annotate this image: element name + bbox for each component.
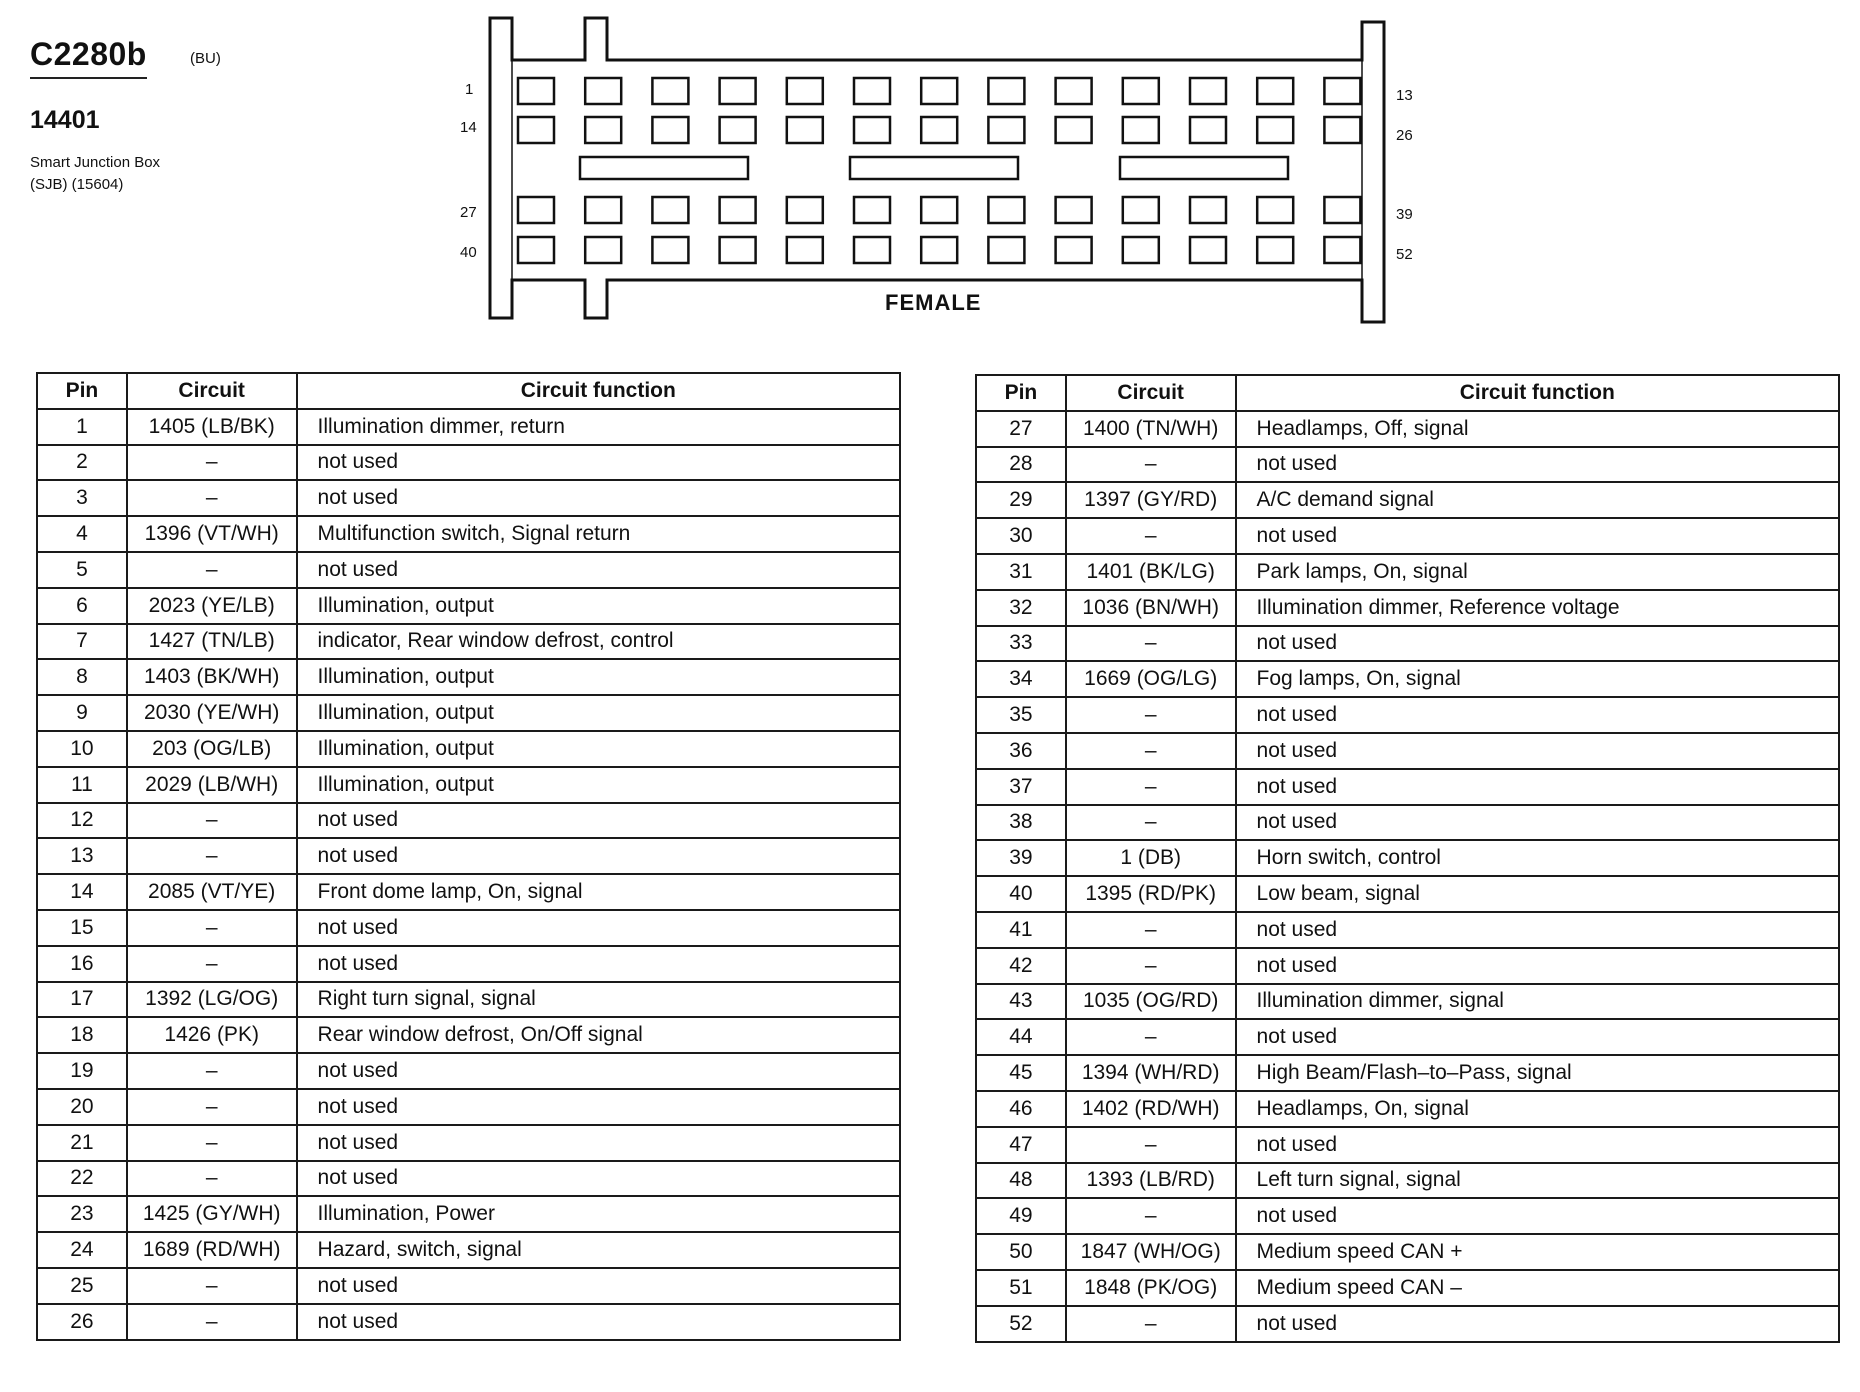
table-row <box>37 624 900 660</box>
table-row <box>976 1019 1839 1055</box>
pin-cavity <box>518 78 554 104</box>
pin-cell: 10 <box>37 731 127 767</box>
circuit-cell: 1427 (TN/LB) <box>127 624 297 660</box>
function-cell: not used <box>1236 626 1839 662</box>
circuit-cell: – <box>1066 1306 1236 1342</box>
circuit-cell: 1425 (GY/WH) <box>127 1196 297 1232</box>
pin-label-27: 27 <box>460 204 477 221</box>
table-row <box>976 1091 1839 1127</box>
header-pin: Pin <box>976 375 1066 411</box>
table-row <box>37 552 900 588</box>
description-line-1: Smart Junction Box <box>30 154 161 171</box>
pin-cavity <box>720 237 756 263</box>
pin-cell: 18 <box>37 1017 127 1053</box>
pin-cavity <box>1257 197 1293 223</box>
pin-cell: 7 <box>37 624 127 660</box>
pin-cell: 49 <box>976 1198 1066 1234</box>
pin-cell: 41 <box>976 912 1066 948</box>
pin-cell: 47 <box>976 1127 1066 1163</box>
circuit-cell: – <box>127 480 297 516</box>
table-row <box>976 1270 1839 1306</box>
table-row <box>976 1306 1839 1342</box>
table-row <box>37 480 900 516</box>
pin-cavity <box>1257 117 1293 143</box>
circuit-cell: – <box>1066 1127 1236 1163</box>
function-cell: Headlamps, On, signal <box>1236 1091 1839 1127</box>
function-cell: Illumination dimmer, signal <box>1236 984 1839 1020</box>
pin-cavity <box>518 117 554 143</box>
table-row <box>976 948 1839 984</box>
table-row <box>37 659 900 695</box>
pin-cavity <box>652 78 688 104</box>
pin-cell: 16 <box>37 946 127 982</box>
table-row <box>976 840 1839 876</box>
circuit-cell: – <box>1066 1019 1236 1055</box>
pin-label-1: 1 <box>465 81 474 98</box>
function-cell: Illumination, output <box>297 695 900 731</box>
header-pin: Pin <box>37 373 127 409</box>
pin-cell: 11 <box>37 767 127 803</box>
circuit-cell: – <box>1066 912 1236 948</box>
function-cell: Illumination dimmer, Reference voltage <box>1236 590 1839 626</box>
pin-cavity <box>652 197 688 223</box>
table-row <box>37 1053 900 1089</box>
table-row <box>37 1268 900 1304</box>
pin-cavity <box>1324 78 1360 104</box>
function-cell: Fog lamps, On, signal <box>1236 661 1839 697</box>
circuit-cell: 1036 (BN/WH) <box>1066 590 1236 626</box>
circuit-cell: – <box>127 1304 297 1340</box>
table-row <box>976 805 1839 841</box>
part-number: 14401 <box>30 106 100 134</box>
function-cell: Hazard, switch, signal <box>297 1232 900 1268</box>
table-row <box>976 447 1839 483</box>
circuit-cell: – <box>1066 697 1236 733</box>
table-row <box>37 946 900 982</box>
function-cell: Illumination, output <box>297 767 900 803</box>
pin-cavity <box>652 237 688 263</box>
table-row <box>976 1055 1839 1091</box>
function-cell: not used <box>1236 1127 1839 1163</box>
function-cell: not used <box>297 1089 900 1125</box>
pin-label-26: 26 <box>1396 127 1413 144</box>
pin-cell: 21 <box>37 1125 127 1161</box>
pinout-table-right <box>975 374 1840 1343</box>
pin-cell: 40 <box>976 876 1066 912</box>
circuit-cell: – <box>1066 769 1236 805</box>
circuit-cell: 1669 (OG/LG) <box>1066 661 1236 697</box>
function-cell: Illumination, output <box>297 588 900 624</box>
pin-cavity <box>988 197 1024 223</box>
table-row <box>976 1234 1839 1270</box>
pin-cavity <box>854 237 890 263</box>
pin-cavity <box>1324 237 1360 263</box>
function-cell: Medium speed CAN + <box>1236 1234 1839 1270</box>
pin-cavity <box>720 117 756 143</box>
function-cell: Illumination, output <box>297 659 900 695</box>
pin-cell: 37 <box>976 769 1066 805</box>
function-cell: not used <box>297 1304 900 1340</box>
function-cell: not used <box>297 910 900 946</box>
pin-cell: 42 <box>976 948 1066 984</box>
table-header-row <box>37 373 900 409</box>
pin-cavity <box>988 78 1024 104</box>
pin-cell: 9 <box>37 695 127 731</box>
pin-cavity <box>1123 197 1159 223</box>
pin-cavity <box>518 237 554 263</box>
function-cell: Left turn signal, signal <box>1236 1163 1839 1199</box>
table-row <box>37 803 900 839</box>
pin-cell: 29 <box>976 482 1066 518</box>
function-cell: Headlamps, Off, signal <box>1236 411 1839 447</box>
pin-cell: 12 <box>37 803 127 839</box>
pin-cell: 3 <box>37 480 127 516</box>
function-cell: Illumination dimmer, return <box>297 409 900 445</box>
function-cell: indicator, Rear window defrost, control <box>297 624 900 660</box>
circuit-cell: 1426 (PK) <box>127 1017 297 1053</box>
pin-cavity <box>1257 237 1293 263</box>
pin-cavity <box>1190 237 1226 263</box>
pin-label-39: 39 <box>1396 206 1413 223</box>
pin-cavity <box>1123 117 1159 143</box>
circuit-cell: 2029 (LB/WH) <box>127 767 297 803</box>
function-cell: not used <box>297 1161 900 1197</box>
pin-cavity <box>854 117 890 143</box>
table-row <box>37 874 900 910</box>
pin-cell: 23 <box>37 1196 127 1232</box>
pin-cell: 52 <box>976 1306 1066 1342</box>
description-line-2: (SJB) (15604) <box>30 176 124 193</box>
circuit-cell: – <box>127 1089 297 1125</box>
function-cell: Low beam, signal <box>1236 876 1839 912</box>
function-cell: not used <box>1236 518 1839 554</box>
function-cell: Right turn signal, signal <box>297 982 900 1018</box>
pin-cell: 34 <box>976 661 1066 697</box>
function-cell: not used <box>1236 769 1839 805</box>
pin-cell: 6 <box>37 588 127 624</box>
circuit-cell: – <box>127 1053 297 1089</box>
pin-label-13: 13 <box>1396 87 1413 104</box>
table-row <box>37 838 900 874</box>
table-row <box>37 1232 900 1268</box>
pin-cavity <box>720 197 756 223</box>
pin-cell: 19 <box>37 1053 127 1089</box>
key-slot <box>850 157 1018 179</box>
table-row <box>976 697 1839 733</box>
circuit-cell: 1395 (RD/PK) <box>1066 876 1236 912</box>
function-cell: High Beam/Flash–to–Pass, signal <box>1236 1055 1839 1091</box>
pin-cavity <box>921 237 957 263</box>
function-cell: Park lamps, On, signal <box>1236 554 1839 590</box>
function-cell: not used <box>297 1268 900 1304</box>
circuit-cell: – <box>127 838 297 874</box>
pin-cell: 45 <box>976 1055 1066 1091</box>
function-cell: not used <box>297 552 900 588</box>
table-row <box>37 1196 900 1232</box>
function-cell: not used <box>297 1125 900 1161</box>
pin-cavity <box>1190 78 1226 104</box>
pin-cavity <box>1056 117 1092 143</box>
table-row <box>37 516 900 552</box>
pin-cavity <box>787 197 823 223</box>
table-row <box>976 626 1839 662</box>
circuit-cell: – <box>127 910 297 946</box>
pin-cell: 27 <box>976 411 1066 447</box>
function-cell: not used <box>1236 733 1839 769</box>
function-cell: A/C demand signal <box>1236 482 1839 518</box>
function-cell: not used <box>297 946 900 982</box>
pin-cavities <box>518 78 1360 263</box>
function-cell: not used <box>1236 1019 1839 1055</box>
pin-cavity <box>585 237 621 263</box>
pin-cell: 2 <box>37 445 127 481</box>
pin-cavity <box>921 117 957 143</box>
pin-cell: 15 <box>37 910 127 946</box>
circuit-cell: 1401 (BK/LG) <box>1066 554 1236 590</box>
pin-cell: 28 <box>976 447 1066 483</box>
table-row <box>37 731 900 767</box>
pin-label-14: 14 <box>460 119 477 136</box>
circuit-cell: – <box>1066 948 1236 984</box>
pin-cavity <box>921 197 957 223</box>
circuit-cell: – <box>1066 447 1236 483</box>
pin-cell: 22 <box>37 1161 127 1197</box>
pin-cavity <box>854 197 890 223</box>
pin-cell: 26 <box>37 1304 127 1340</box>
circuit-cell: 1847 (WH/OG) <box>1066 1234 1236 1270</box>
pin-cell: 4 <box>37 516 127 552</box>
pin-cell: 14 <box>37 874 127 910</box>
pin-cavity <box>787 117 823 143</box>
table-row <box>976 733 1839 769</box>
circuit-cell: – <box>127 1125 297 1161</box>
table-row <box>976 554 1839 590</box>
pin-cell: 36 <box>976 733 1066 769</box>
pin-cavity <box>1056 78 1092 104</box>
circuit-cell: – <box>127 552 297 588</box>
pin-cavity <box>720 78 756 104</box>
table-row <box>976 984 1839 1020</box>
connector-outline <box>490 18 1384 322</box>
table-row <box>37 910 900 946</box>
table-row <box>976 411 1839 447</box>
pin-cell: 35 <box>976 697 1066 733</box>
circuit-cell: 203 (OG/LB) <box>127 731 297 767</box>
table-row <box>37 1089 900 1125</box>
table-row <box>976 912 1839 948</box>
pin-cell: 48 <box>976 1163 1066 1199</box>
pin-cell: 32 <box>976 590 1066 626</box>
pin-cavity <box>1056 237 1092 263</box>
circuit-cell: – <box>127 445 297 481</box>
pin-cell: 17 <box>37 982 127 1018</box>
pin-label-52: 52 <box>1396 246 1413 263</box>
table-row <box>976 482 1839 518</box>
function-cell: Horn switch, control <box>1236 840 1839 876</box>
pin-cavity <box>988 117 1024 143</box>
table-row <box>37 767 900 803</box>
connector-diagram <box>0 0 1860 340</box>
table-row <box>37 1125 900 1161</box>
function-cell: not used <box>1236 447 1839 483</box>
circuit-cell: – <box>127 1161 297 1197</box>
function-cell: Rear window defrost, On/Off signal <box>297 1017 900 1053</box>
table-row <box>976 1163 1839 1199</box>
pin-cavity <box>1324 117 1360 143</box>
circuit-cell: – <box>1066 518 1236 554</box>
function-cell: not used <box>1236 697 1839 733</box>
connector-color: (BU) <box>190 50 221 67</box>
pin-cavity <box>1324 197 1360 223</box>
function-cell: not used <box>297 445 900 481</box>
table-row <box>976 769 1839 805</box>
pin-cell: 8 <box>37 659 127 695</box>
pin-cavity <box>1123 78 1159 104</box>
pin-cavity <box>652 117 688 143</box>
circuit-cell: 1405 (LB/BK) <box>127 409 297 445</box>
pin-cell: 20 <box>37 1089 127 1125</box>
function-cell: not used <box>1236 805 1839 841</box>
table-row <box>37 1161 900 1197</box>
header-circuit-function: Circuit function <box>1236 375 1839 411</box>
key-slots <box>580 157 1288 179</box>
pin-cell: 43 <box>976 984 1066 1020</box>
pin-cavity <box>1257 78 1293 104</box>
pinout-table-left <box>36 372 901 1341</box>
pin-cavity <box>1190 117 1226 143</box>
circuit-cell: – <box>127 1268 297 1304</box>
circuit-cell: 1392 (LG/OG) <box>127 982 297 1018</box>
pin-cavity <box>787 78 823 104</box>
header-circuit: Circuit <box>1066 375 1236 411</box>
circuit-cell: – <box>1066 805 1236 841</box>
table-header-row <box>976 375 1839 411</box>
table-row <box>37 1017 900 1053</box>
circuit-cell: 1397 (GY/RD) <box>1066 482 1236 518</box>
function-cell: Front dome lamp, On, signal <box>297 874 900 910</box>
pin-cell: 24 <box>37 1232 127 1268</box>
pin-cell: 5 <box>37 552 127 588</box>
pin-cell: 1 <box>37 409 127 445</box>
pin-cell: 46 <box>976 1091 1066 1127</box>
pin-label-40: 40 <box>460 244 477 261</box>
pin-cavity <box>585 78 621 104</box>
circuit-cell: – <box>1066 626 1236 662</box>
circuit-cell: 1394 (WH/RD) <box>1066 1055 1236 1091</box>
pin-cell: 50 <box>976 1234 1066 1270</box>
table-row <box>976 518 1839 554</box>
circuit-cell: – <box>1066 733 1236 769</box>
table-row <box>976 661 1839 697</box>
function-cell: not used <box>1236 948 1839 984</box>
pin-cavity <box>1123 237 1159 263</box>
function-cell: not used <box>1236 1306 1839 1342</box>
function-cell: not used <box>1236 1198 1839 1234</box>
pin-cavity <box>854 78 890 104</box>
circuit-cell: – <box>127 946 297 982</box>
circuit-cell: – <box>127 803 297 839</box>
pin-cell: 25 <box>37 1268 127 1304</box>
circuit-cell: 1 (DB) <box>1066 840 1236 876</box>
pin-cell: 39 <box>976 840 1066 876</box>
pin-cavity <box>787 237 823 263</box>
table-row <box>976 876 1839 912</box>
circuit-cell: 1689 (RD/WH) <box>127 1232 297 1268</box>
circuit-cell: 1400 (TN/WH) <box>1066 411 1236 447</box>
connector-gender-label: FEMALE <box>885 290 982 315</box>
function-cell: not used <box>297 838 900 874</box>
connector-id: C2280b <box>30 36 147 79</box>
function-cell: not used <box>1236 912 1839 948</box>
pin-cavity <box>1056 197 1092 223</box>
function-cell: not used <box>297 803 900 839</box>
pin-cavity <box>921 78 957 104</box>
table-row <box>37 1304 900 1340</box>
pin-cavity <box>1190 197 1226 223</box>
table-row <box>37 982 900 1018</box>
pin-cell: 13 <box>37 838 127 874</box>
circuit-cell: 2023 (YE/LB) <box>127 588 297 624</box>
pin-cell: 31 <box>976 554 1066 590</box>
connector-inner-outline <box>512 60 1362 280</box>
function-cell: not used <box>297 480 900 516</box>
function-cell: Illumination, output <box>297 731 900 767</box>
key-slot <box>1120 157 1288 179</box>
pin-cell: 33 <box>976 626 1066 662</box>
pin-cavity <box>988 237 1024 263</box>
circuit-cell: 1035 (OG/RD) <box>1066 984 1236 1020</box>
pin-cell: 38 <box>976 805 1066 841</box>
header-circuit-function: Circuit function <box>297 373 900 409</box>
pin-cavity <box>585 197 621 223</box>
pin-cell: 30 <box>976 518 1066 554</box>
key-slot <box>580 157 748 179</box>
function-cell: Multifunction switch, Signal return <box>297 516 900 552</box>
table-row <box>976 590 1839 626</box>
table-row <box>37 695 900 731</box>
table-row <box>976 1198 1839 1234</box>
circuit-cell: 2030 (YE/WH) <box>127 695 297 731</box>
function-cell: Medium speed CAN – <box>1236 1270 1839 1306</box>
circuit-cell: – <box>1066 1198 1236 1234</box>
circuit-cell: 1393 (LB/RD) <box>1066 1163 1236 1199</box>
pin-cavity <box>518 197 554 223</box>
table-row <box>37 588 900 624</box>
function-cell: not used <box>297 1053 900 1089</box>
header-circuit: Circuit <box>127 373 297 409</box>
table-row <box>37 445 900 481</box>
pin-cell: 51 <box>976 1270 1066 1306</box>
table-row <box>976 1127 1839 1163</box>
table-row <box>37 409 900 445</box>
circuit-cell: 1848 (PK/OG) <box>1066 1270 1236 1306</box>
pin-cavity <box>585 117 621 143</box>
function-cell: Illumination, Power <box>297 1196 900 1232</box>
circuit-cell: 2085 (VT/YE) <box>127 874 297 910</box>
circuit-cell: 1402 (RD/WH) <box>1066 1091 1236 1127</box>
pin-cell: 44 <box>976 1019 1066 1055</box>
circuit-cell: 1396 (VT/WH) <box>127 516 297 552</box>
circuit-cell: 1403 (BK/WH) <box>127 659 297 695</box>
